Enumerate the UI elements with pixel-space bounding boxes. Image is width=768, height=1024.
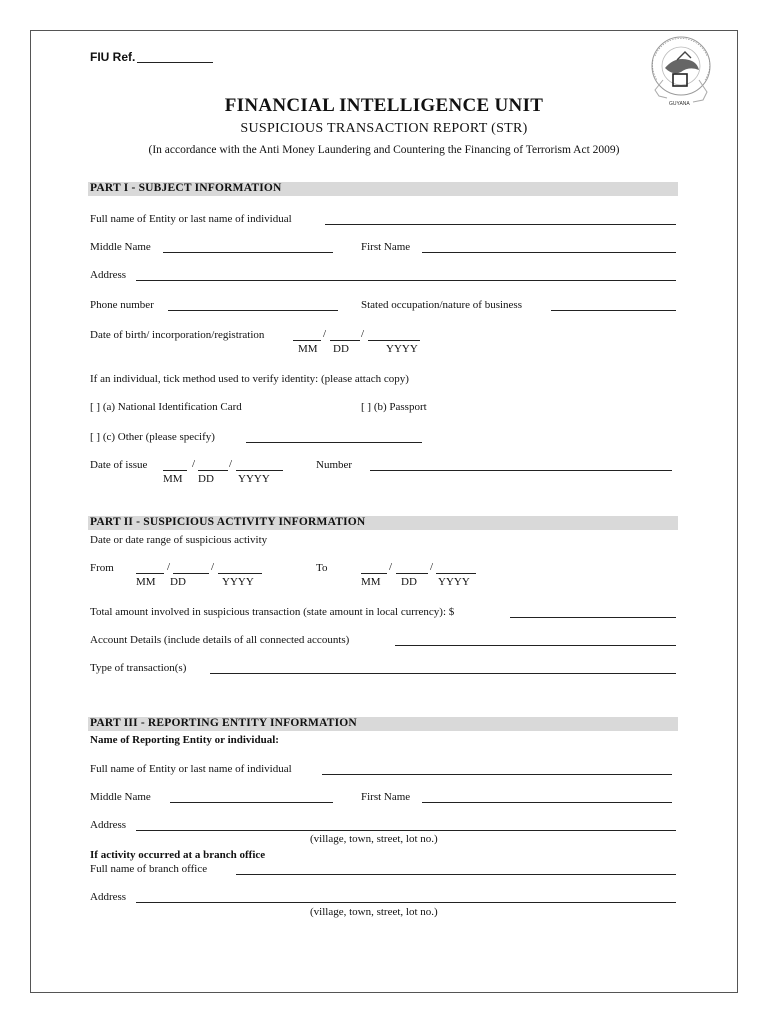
p1-first-name-field[interactable] [422, 252, 676, 253]
p2-date-range-label: Date or date range of suspicious activity [90, 534, 268, 546]
form-subtitle: SUSPICIOUS TRANSACTION REPORT (STR) [240, 121, 528, 136]
p3-full-name-field[interactable] [322, 774, 672, 775]
p2-account-details-label: Account Details (include details of all connected accounts) [90, 634, 350, 646]
p3-address2-label: Address [90, 891, 127, 903]
p2-from-label: From [90, 562, 114, 574]
p2-type-transaction-label: Type of transaction(s) [90, 662, 187, 674]
p2-to-slash-1: / [389, 561, 393, 573]
p1-full-name-label: Full name of Entity or last name of individual [90, 213, 292, 225]
p2-to-yyyy-field[interactable] [436, 573, 476, 574]
p1-dob-yyyy-field[interactable] [368, 340, 420, 341]
p3-middle-name-field[interactable] [170, 802, 333, 803]
p2-total-amount-label: Total amount involved in suspicious transaction (state amount in local currency): $ [90, 606, 455, 618]
p3-village-note: (village, town, street, lot no.) [310, 833, 438, 845]
act-note: (In accordance with the Anti Money Laundering and Countering the Financing of Terrorism Act 2009) [148, 144, 620, 156]
p1-address-field[interactable] [136, 280, 676, 281]
p1-option-passport[interactable]: [ ] (b) Passport [361, 401, 427, 413]
logo-country-text: GUYANA [669, 101, 690, 107]
p2-from-slash-2: / [211, 561, 215, 573]
p1-issue-slash-2: / [229, 458, 233, 470]
p2-from-yyyy-field[interactable] [218, 573, 262, 574]
p3-branch-activity-label: If activity occurred at a branch office [90, 849, 266, 861]
p1-phone-label: Phone number [90, 299, 154, 311]
p1-dob-mm-caption: MM [298, 343, 318, 355]
p1-issue-mm-caption: MM [163, 473, 183, 485]
p1-address-label: Address [90, 269, 127, 281]
p1-issue-dd-field[interactable] [198, 470, 228, 471]
p1-dob-yyyy-caption: YYYY [386, 343, 418, 355]
p1-first-name-label: First Name [361, 241, 411, 253]
fiu-ref-field[interactable] [137, 62, 213, 63]
part1-heading: PART I - SUBJECT INFORMATION [90, 182, 282, 194]
p1-option-national-id[interactable]: [ ] (a) National Identification Card [90, 401, 242, 413]
p2-account-details-field[interactable] [395, 645, 676, 646]
p1-option-other[interactable]: [ ] (c) Other (please specify) [90, 431, 215, 443]
p2-to-slash-2: / [430, 561, 434, 573]
p1-full-name-field[interactable] [325, 224, 676, 225]
p2-to-label: To [316, 562, 328, 574]
p3-branch-name-field[interactable] [236, 874, 676, 875]
p1-issue-slash-1: / [192, 458, 196, 470]
p1-dob-dd-caption: DD [333, 343, 349, 355]
p3-name-reporting-label: Name of Reporting Entity or individual: [90, 734, 279, 746]
p3-first-name-field[interactable] [422, 802, 672, 803]
p3-address2-field[interactable] [136, 902, 676, 903]
p1-other-specify-field[interactable] [246, 442, 422, 443]
p2-from-dd-field[interactable] [173, 573, 209, 574]
part3-heading-band [88, 717, 678, 731]
p2-from-slash-1: / [167, 561, 171, 573]
p1-date-issue-label: Date of issue [90, 459, 148, 471]
p1-middle-name-label: Middle Name [90, 241, 151, 253]
p3-full-name-label: Full name of Entity or last name of individual [90, 763, 292, 775]
p1-occupation-field[interactable] [551, 310, 676, 311]
part2-heading: PART II - SUSPICIOUS ACTIVITY INFORMATION [90, 516, 366, 528]
p1-number-field[interactable] [370, 470, 672, 471]
p2-to-yyyy-caption: YYYY [438, 576, 470, 588]
p3-middle-name-label: Middle Name [90, 791, 151, 803]
p1-dob-label: Date of birth/ incorporation/registration [90, 329, 265, 341]
p2-from-dd-caption: DD [170, 576, 186, 588]
p2-to-dd-caption: DD [401, 576, 417, 588]
p3-address-field[interactable] [136, 830, 676, 831]
p1-issue-yyyy-field[interactable] [236, 470, 283, 471]
p1-dob-slash-2: / [361, 328, 365, 340]
p2-to-mm-field[interactable] [361, 573, 387, 574]
p2-from-mm-caption: MM [136, 576, 156, 588]
p2-from-mm-field[interactable] [136, 573, 164, 574]
part3-heading: PART III - REPORTING ENTITY INFORMATION [90, 717, 357, 729]
p1-middle-name-field[interactable] [163, 252, 333, 253]
p1-dob-mm-field[interactable] [293, 340, 321, 341]
p3-first-name-label: First Name [361, 791, 411, 803]
p1-issue-mm-field[interactable] [163, 470, 187, 471]
p1-phone-field[interactable] [168, 310, 338, 311]
p2-total-amount-field[interactable] [510, 617, 676, 618]
part2-heading-band [88, 516, 678, 530]
p3-address-label: Address [90, 819, 127, 831]
p1-dob-slash-1: / [323, 328, 327, 340]
p1-verify-method-label: If an individual, tick method used to verify identity: (please attach copy) [90, 373, 409, 385]
form-title: FINANCIAL INTELLIGENCE UNIT [224, 95, 544, 116]
p2-to-mm-caption: MM [361, 576, 381, 588]
p2-type-transaction-field[interactable] [210, 673, 676, 674]
p1-issue-yyyy-caption: YYYY [238, 473, 270, 485]
p3-village-note-2: (village, town, street, lot no.) [310, 906, 438, 918]
p3-branch-name-label: Full name of branch office [90, 863, 208, 875]
p1-dob-dd-field[interactable] [330, 340, 360, 341]
p1-occupation-label: Stated occupation/nature of business [361, 299, 522, 311]
p2-to-dd-field[interactable] [396, 573, 428, 574]
part1-heading-band [88, 182, 678, 196]
p1-number-label: Number [316, 459, 353, 471]
p1-issue-dd-caption: DD [198, 473, 214, 485]
p2-from-yyyy-caption: YYYY [222, 576, 254, 588]
fiu-ref-label: FIU Ref. [90, 50, 136, 64]
